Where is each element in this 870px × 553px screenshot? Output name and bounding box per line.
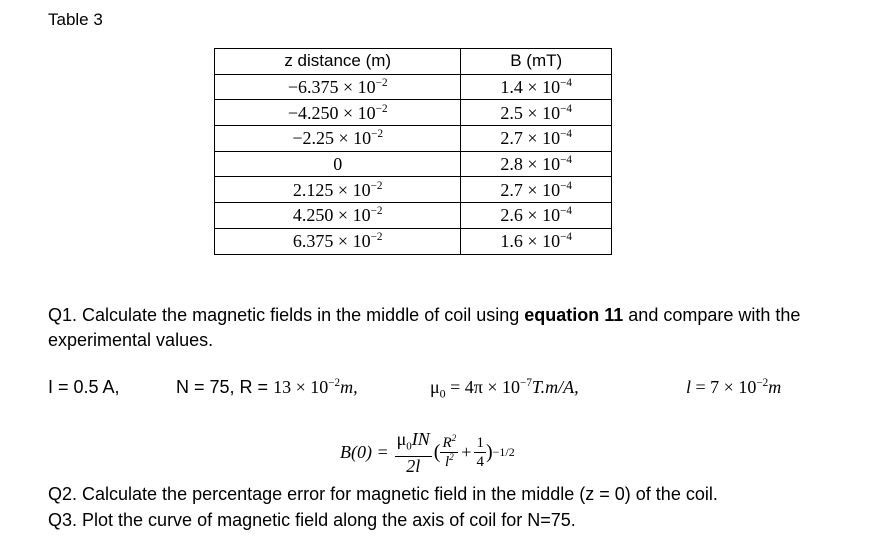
table-row — [215, 74, 612, 100]
z-distance-cell — [215, 74, 461, 100]
table-header-row — [215, 49, 612, 75]
param-l-unit: m — [768, 377, 782, 397]
table-row — [215, 177, 612, 203]
eq-plus: + — [461, 441, 472, 462]
param-l-rhs: = 7 × 10 — [691, 377, 757, 397]
b-field-cell — [461, 151, 612, 177]
eq-mu-sub: 0 — [406, 440, 412, 453]
eq-frac-main — [395, 430, 432, 475]
param-length — [686, 377, 781, 398]
param-current: I = 0.5 A, — [48, 377, 120, 397]
eq-in: IN — [411, 429, 430, 449]
eq-frac-quarter — [474, 434, 486, 471]
z-value: −2.25 × 10 — [292, 128, 372, 149]
z-value: 2.125 × 10 — [292, 179, 371, 200]
z-value: 6.375 × 10 — [292, 231, 371, 252]
param-r-unit: m, — [340, 377, 358, 397]
b-exponent: −4 — [560, 205, 572, 218]
param-mu0 — [430, 377, 579, 402]
z-exponent: −2 — [375, 102, 388, 115]
table-title: Table 3 — [48, 10, 103, 29]
b-value: 2.6 × 10 — [500, 205, 561, 226]
b-value: 2.7 × 10 — [500, 179, 561, 200]
table-row — [215, 203, 612, 229]
eq-frac-main-den: 2l — [406, 455, 421, 476]
eq-frac-quarter-num: 1 — [476, 434, 484, 451]
z-distance-cell — [215, 151, 461, 177]
b-exponent: −4 — [560, 154, 572, 167]
z-distance-header: z distance (m) — [215, 49, 461, 75]
param-n-r-prefix: N = 75, R = — [176, 377, 274, 397]
eq-frac-r-num — [440, 434, 458, 453]
eq-frac-main-num — [395, 430, 432, 457]
param-l-exp: −2 — [756, 377, 769, 390]
param-mu-rhs: = 4π × 10 — [445, 377, 521, 397]
z-value: −6.375 × 10 — [287, 77, 376, 98]
b-exponent: −4 — [560, 102, 572, 115]
eq-lhs: B(0) = — [340, 441, 389, 462]
b-value: 2.8 × 10 — [500, 154, 561, 175]
b-field-cell — [461, 126, 612, 152]
eq-mu: μ — [396, 429, 407, 449]
z-distance-cell — [215, 228, 461, 254]
question-2: Q2. Calculate the percentage error for magnetic field in the middle (z = 0) of the coil. — [48, 484, 718, 504]
b-field-cell — [461, 177, 612, 203]
b-exponent: −4 — [560, 128, 572, 141]
equation-b0: B(0) = $\frac{\mu_0IN}{2l}$ ( $\frac{R^2}{l^2}$ + $\frac{1}{4}$ ) −1/2 — [340, 429, 515, 476]
z-value: 0 — [333, 154, 343, 175]
z-exponent: −2 — [370, 205, 383, 218]
data-table — [214, 48, 612, 255]
b-value: 2.7 × 10 — [500, 128, 561, 149]
z-value: −4.250 × 10 — [287, 102, 376, 123]
q1-equation-ref: equation 11 — [524, 305, 624, 325]
eq-close-paren: ) — [485, 440, 493, 463]
param-mu-symbol: μ — [430, 377, 440, 397]
b-exponent: −4 — [560, 179, 572, 192]
b-field-cell — [461, 203, 612, 229]
table-row — [215, 100, 612, 126]
eq-open-paren: ( — [433, 440, 441, 463]
z-exponent: −2 — [370, 179, 383, 192]
z-exponent: −2 — [370, 231, 383, 244]
q1-text-start: Q1. Calculate the magnetic fields in the middle of coil using — [48, 305, 525, 325]
z-value: 4.250 × 10 — [292, 205, 371, 226]
eq-frac-r — [440, 434, 458, 471]
question-3: Q3. Plot the curve of magnetic field along the axis of coil for N=75. — [48, 510, 576, 530]
param-n-r — [176, 377, 358, 398]
question-1 — [48, 303, 868, 353]
param-mu-unit: T.m/A, — [531, 377, 579, 397]
eq-frac-r-den — [445, 453, 454, 471]
table-row — [215, 151, 612, 177]
param-r-exp: −2 — [328, 377, 341, 390]
eq-l-exp: 2 — [449, 453, 454, 464]
q1-text-end: and compare with the experimental values. — [48, 305, 801, 350]
z-exponent: −2 — [375, 77, 388, 90]
b-field-cell — [461, 100, 612, 126]
b-field-cell — [461, 74, 612, 100]
b-value: 1.6 × 10 — [500, 231, 561, 252]
b-field-header: B (mT) — [461, 49, 612, 75]
z-distance-cell — [215, 203, 461, 229]
b-field-cell — [461, 228, 612, 254]
eq-l: l — [444, 453, 450, 470]
eq-frac-quarter-den: 4 — [476, 453, 484, 470]
z-distance-cell — [215, 126, 461, 152]
z-distance-cell — [215, 100, 461, 126]
param-l-var: l — [686, 377, 692, 397]
z-distance-cell — [215, 177, 461, 203]
b-exponent: −4 — [560, 77, 572, 90]
eq-r: R — [442, 434, 452, 451]
b-value: 1.4 × 10 — [500, 77, 561, 98]
table-row — [215, 228, 612, 254]
z-exponent: −2 — [371, 128, 384, 141]
eq-r-exp: 2 — [451, 434, 457, 445]
table-row — [215, 126, 612, 152]
b-value: 2.5 × 10 — [500, 102, 561, 123]
table-body — [215, 74, 612, 254]
b-exponent: −4 — [560, 231, 572, 244]
param-mu-exp: −7 — [520, 377, 532, 390]
param-r-coef: 13 × 10 — [273, 377, 329, 397]
param-mu-sub: 0 — [439, 386, 446, 401]
